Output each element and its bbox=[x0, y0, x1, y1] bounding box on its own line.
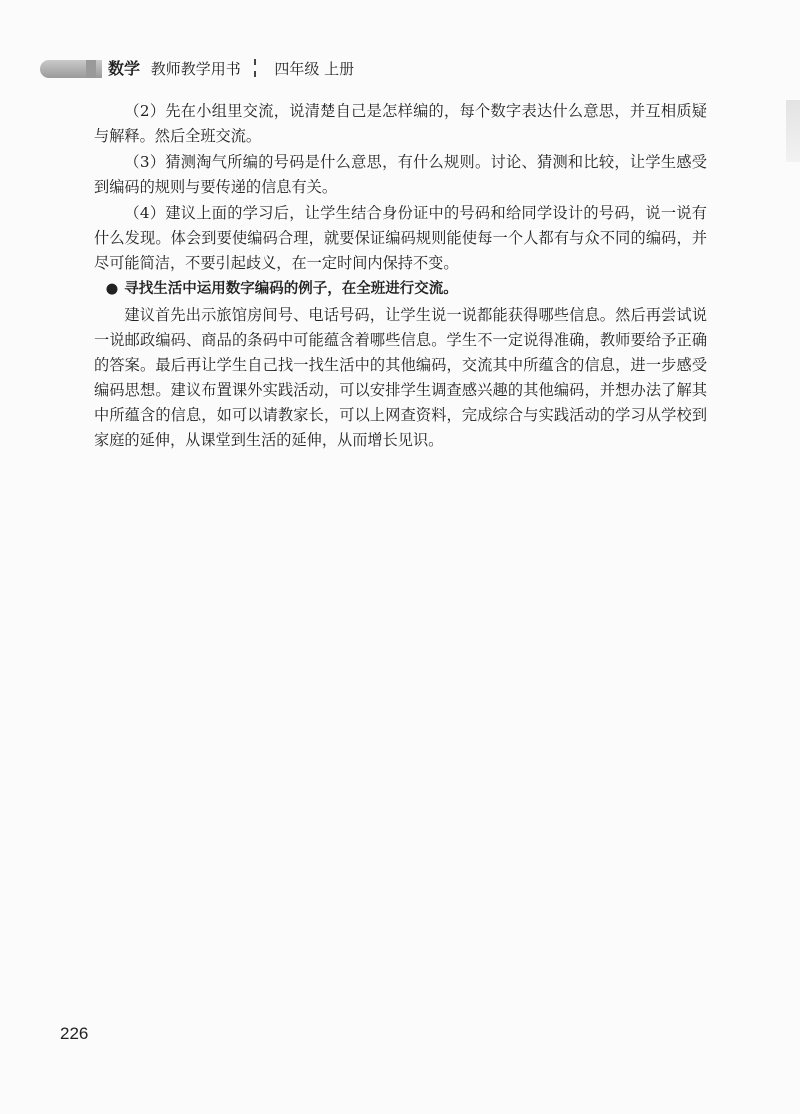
bullet-dot-icon: ● bbox=[105, 281, 119, 297]
page-body bbox=[94, 99, 707, 454]
header-separator bbox=[254, 59, 260, 77]
page-number: 226 bbox=[60, 1024, 89, 1043]
bullet-heading bbox=[94, 277, 707, 302]
header-book-title: 教师教学用书 bbox=[150, 60, 241, 78]
paragraph-2: （2）先在小组里交流，说清楚自己是怎样编的，每个数字表达什么意思，并互相质疑与解释。然后全班交流。 bbox=[94, 102, 707, 145]
running-header bbox=[108, 58, 354, 80]
page-edge-bar bbox=[786, 100, 800, 162]
closing-paragraph: 建议首先出示旅馆房间号、电话号码，让学生说一说都能获得哪些信息。然后再尝试说一说邮政编码、商品的条码中可能蕴含着哪些信息。学生不一定说得准确，教师要给予正确的答案。最后再让学生自己找一找生活中的其他编码，交流其中所蕴含的信息，进一步感受编码思想。建议布置课外实践活动，可以安排学生调查感兴趣的其他编码，并想办法了解其中所蕴含的信息，如可以请教家长，可以上网查资料，完成综合与实践活动的学习从学校到家庭的延伸，从课堂到生活的延伸，从而增长见识。 bbox=[94, 306, 707, 449]
header-grade: 四年级 上册 bbox=[274, 60, 355, 78]
bullet-text: 寻找生活中运用数字编码的例子，在全班进行交流。 bbox=[124, 281, 458, 297]
paragraph-4: （4）建议上面的学习后，让学生结合身份证中的号码和给同学设计的号码，说一说有什么发现。体会到要使编码合理，就要保证编码规则能使每一个人都有与众不同的编码，并尽可能简洁，不要引起歧义，在一定时间内保持不变。 bbox=[94, 204, 707, 272]
header-subject: 数学 bbox=[108, 59, 141, 78]
paragraph-3: （3）猜测淘气所编的号码是什么意思，有什么规则。讨论、猜测和比较，让学生感受到编码的规则与要传递的信息有关。 bbox=[94, 153, 707, 196]
header-tab-edge bbox=[86, 60, 96, 78]
